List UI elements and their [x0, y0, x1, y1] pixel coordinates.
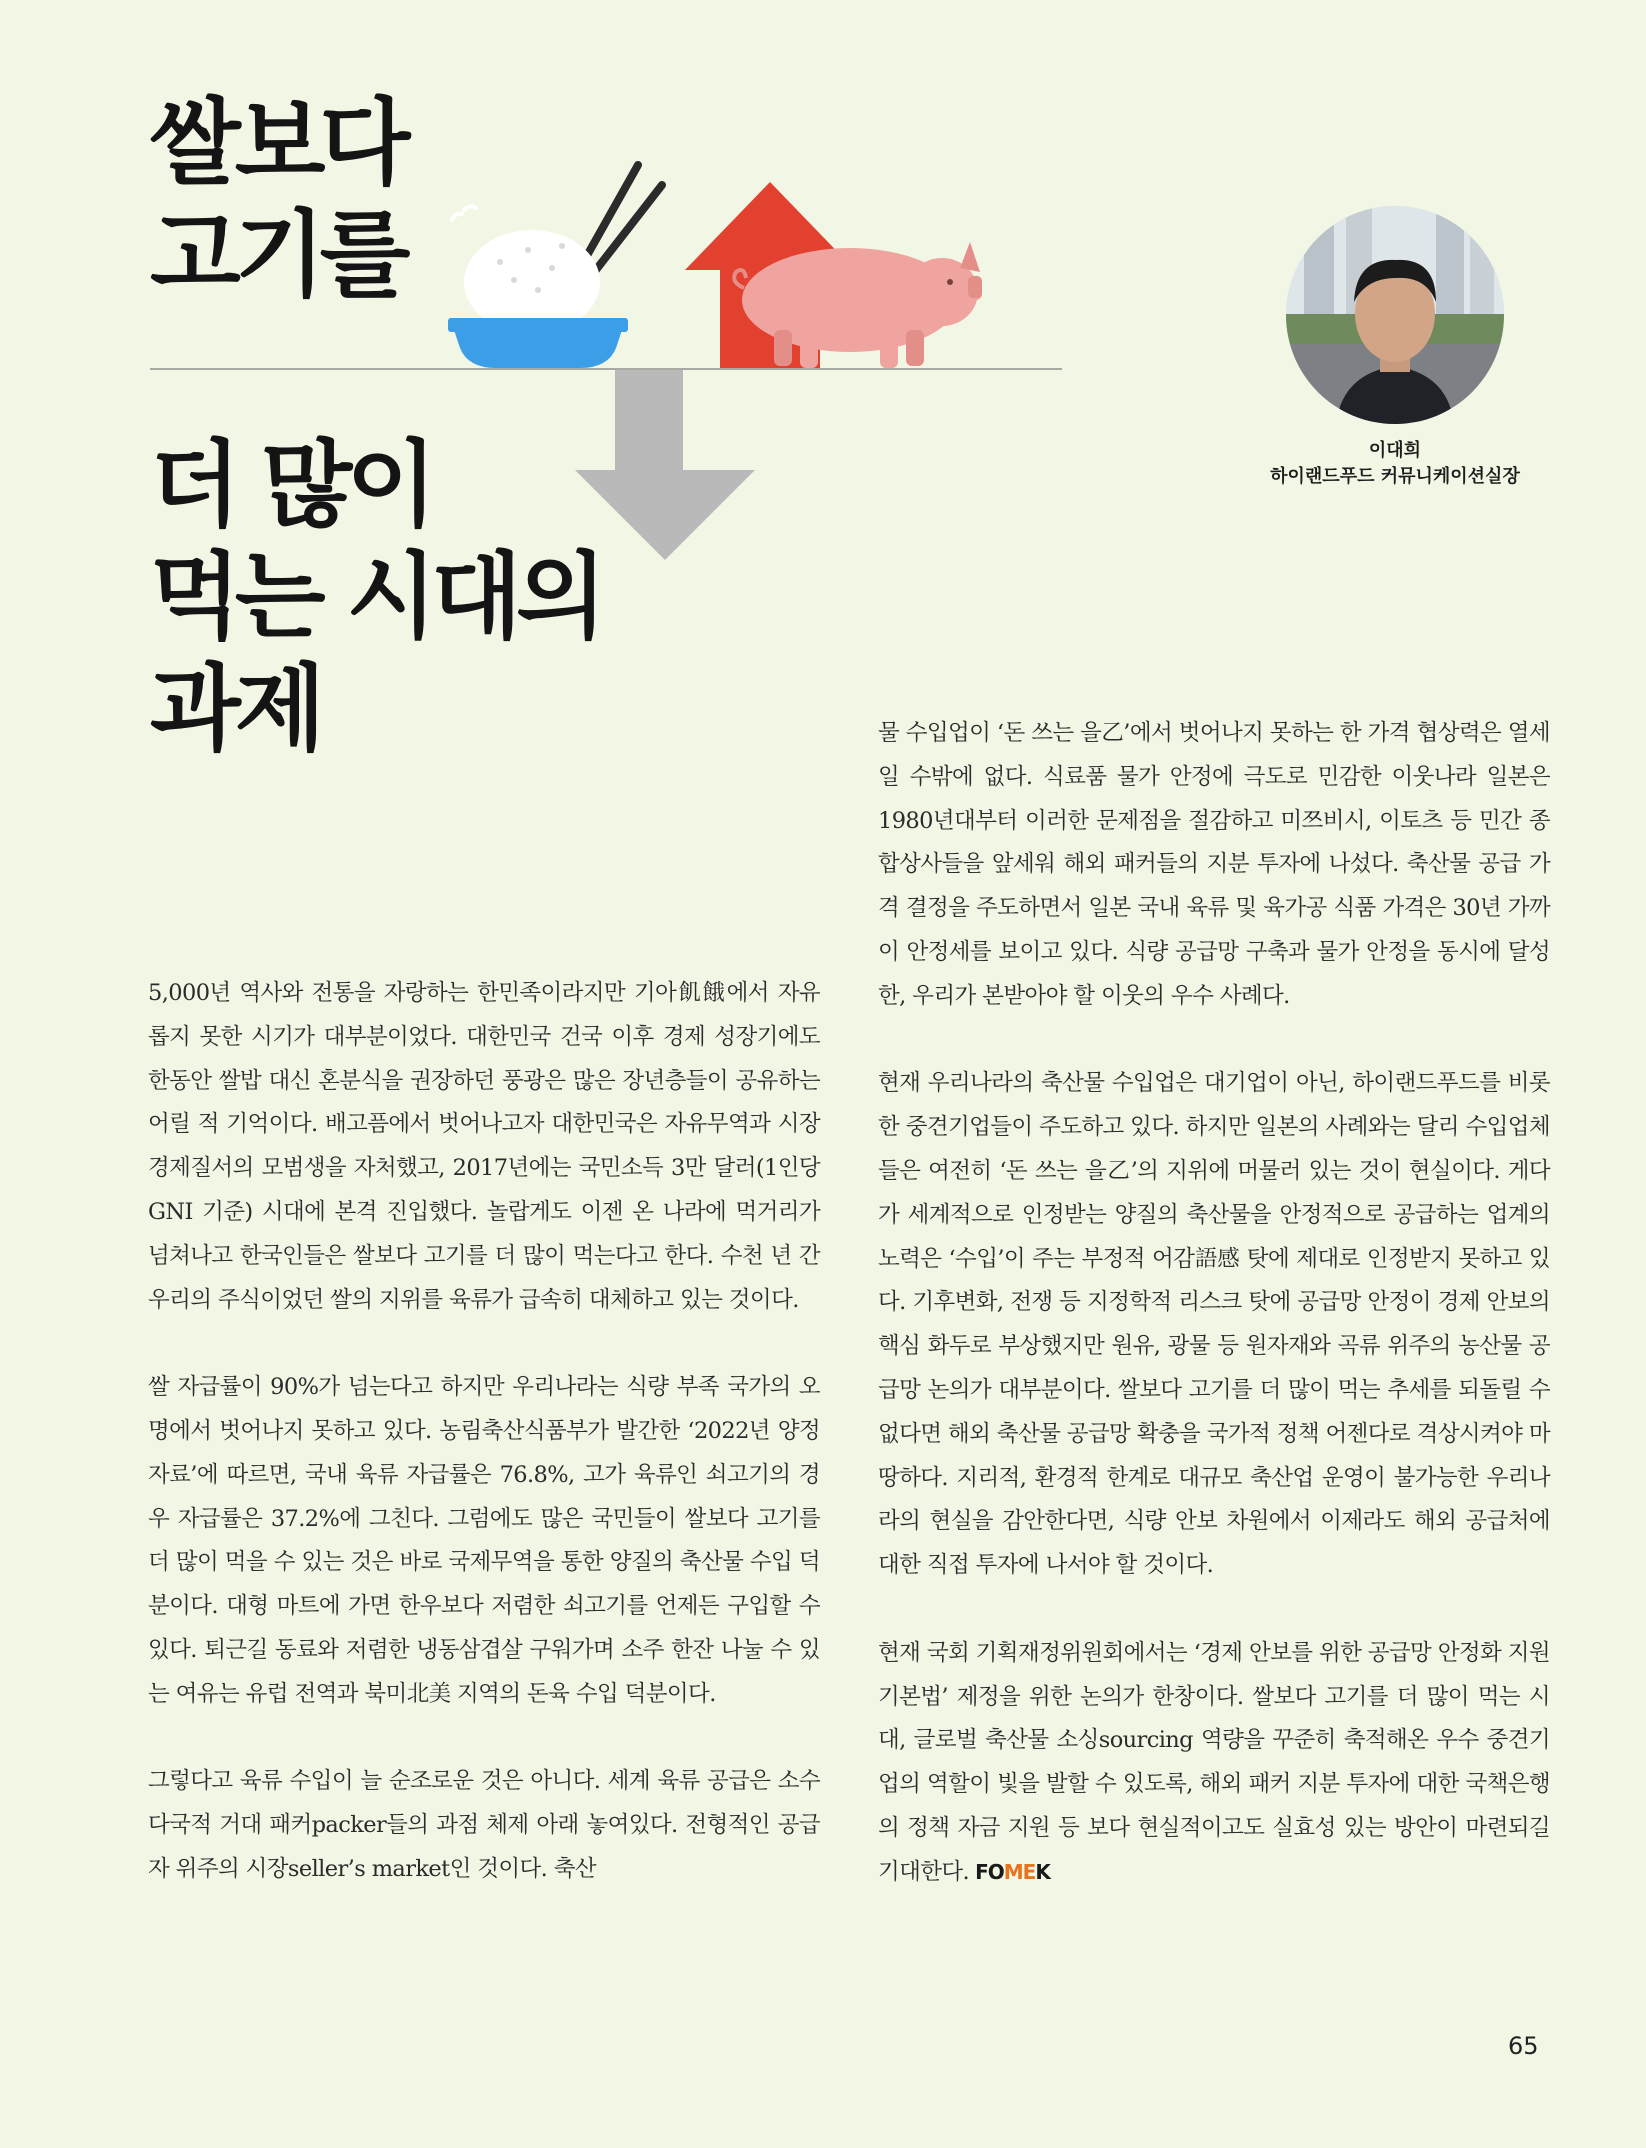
headline-illustration — [440, 150, 1080, 570]
author-name: 이대희 — [1368, 440, 1422, 461]
headline-top — [150, 88, 404, 312]
author-portrait — [1286, 206, 1504, 424]
logo-part: ME — [1003, 1859, 1036, 1884]
article-paragraph: 쌀 자급률이 90%가 넘는다고 하지만 우리나라는 식량 부족 국가의 오명에서 벗어나지 못하고 있다. 농림축산식품부가 발간한 ‘2022년 양정자료’에 따르면, 국내 육류 자급률은 76.8%, 고가 육류인 쇠고기의 경우 자급률은 37.2%에 그친다. 그럼에도 많은 국민들이 쌀보다 고기를 더 많이 먹을 수 있는 것은 바로 국제무역을 통한 양질의 축산물 수입 덕분이다. 대형 마트에 가면 한우보다 저렴한 쇠고기를 언제든 구입할 수 있다. 퇴근길 동료와 저렴한 냉동삼겹살 구워가며 소주 한잔 나눌 수 있는 여유는 유럽 전역과 북미北美 지역의 돈육 수입 덕분이다. — [148, 1374, 820, 1707]
page-number: 65 — [1508, 2032, 1539, 2060]
article-column-left — [148, 972, 820, 1892]
logo-part: FO — [975, 1859, 1004, 1884]
author-caption — [1200, 438, 1590, 490]
article-paragraph: 5,000년 역사와 전통을 자랑하는 한민족이라지만 기아飢餓에서 자유롭지 못한 시기가 대부분이었다. 대한민국 건국 이후 경제 성장기에도 한동안 쌀밥 대신 혼분식을 권장하던 풍광은 많은 장년층들이 공유하는 어릴 적 기억이다. 배고픔에서 벗어나고자 대한민국은 자유무역과 시장경제질서의 모범생을 자처했고, 2017년에는 국민소득 3만 달러(1인당 GNI 기준) 시대에 본격 진입했다. 놀랍게도 이젠 온 나라에 먹거리가 넘쳐나고 한국인들은 쌀보다 고기를 더 많이 먹는다고 한다. 수천 년 간 우리의 주식이었던 쌀의 지위를 육류가 급속히 대체하고 있는 것이다. — [148, 980, 820, 1313]
article-paragraph: 현재 우리나라의 축산물 수입업은 대기업이 아닌, 하이랜드푸드를 비롯한 중견기업들이 주도하고 있다. 하지만 일본의 사례와는 달리 수입업체들은 여전히 ‘돈 쓰는 을乙’의 지위에 머물러 있는 것이 현실이다. 게다가 세계적으로 인정받는 양질의 축산물을 안정적으로 공급하는 업계의 노력은 ‘수입’이 주는 부정적 어감語感 탓에 제대로 인정받지 못하고 있다. 기후변화, 전쟁 등 지정학적 리스크 탓에 공급망 안정이 경제 안보의 핵심 화두로 부상했지만 원유, 광물 등 원자재와 곡류 위주의 농산물 공급망 논의가 대부분이다. 쌀보다 고기를 더 많이 먹는 추세를 되돌릴 수 없다면 해외 축산물 공급망 확충을 국가적 정책 어젠다로 격상시켜야 마땅하다. 지리적, 환경적 한계로 대규모 축산업 운영이 불가능한 우리나라의 현실을 감안한다면, 식량 안보 차원에서 이제라도 해외 공급처에 대한 직접 투자에 나서야 할 것이다. — [878, 1070, 1550, 1579]
article-paragraph-last — [878, 1632, 1550, 1895]
article-column-right — [878, 712, 1550, 1895]
headline-line: 쌀보다 — [150, 89, 405, 198]
author-title: 하이랜드푸드 커뮤니케이션실장 — [1270, 466, 1520, 487]
down-arrow-icon — [575, 370, 755, 560]
article-paragraph: 그렇다고 육류 수입이 늘 순조로운 것은 아니다. 세계 육류 공급은 소수 다국적 거대 패커packer들의 과점 체제 아래 놓여있다. 전형적인 공급자 위주의 시장seller’s market인 것이다. 축산 — [148, 1768, 820, 1882]
headline-line: 과제 — [150, 655, 320, 764]
headline-line: 고기를 — [150, 201, 405, 310]
avatar — [1286, 206, 1504, 424]
logo-part: K — [1035, 1859, 1050, 1884]
article-paragraph-text: 현재 국회 기획재정위원회에서는 ‘경제 안보를 위한 공급망 안정화 지원 기본법’ 제정을 위한 논의가 한창이다. 쌀보다 고기를 더 많이 먹는 시대, 글로벌 축산물 소싱sourcing 역량을 꾸준히 축적해온 우수 중견기업의 역할이 빛을 발할 수 있도록, 해외 패커 지분 투자에 대한 국책은행의 정책 자금 지원 등 보다 현실적이고도 실효성 있는 방안이 마련되길 기대한다. — [878, 1639, 1550, 1885]
article-paragraph: 물 수입업이 ‘돈 쓰는 을乙’에서 벗어나지 못하는 한 가격 협상력은 열세일 수밖에 없다. 식료품 물가 안정에 극도로 민감한 이웃나라 일본은 1980년대부터 이러한 문제점을 절감하고 미쯔비시, 이토츠 등 민간 종합상사들을 앞세워 해외 패커들의 지분 투자에 나섰다. 축산물 공급 가격 결정을 주도하면서 일본 국내 육류 및 육가공 식품 가격은 30년 가까이 안정세를 보이고 있다. 식량 공급망 구축과 물가 안정을 동시에 달성한, 우리가 본받아야 할 이웃의 우수 사례다. — [878, 720, 1550, 1009]
headline-line: 더 많이 — [150, 431, 432, 540]
magazine-logo — [975, 1851, 1050, 1895]
headline-line: 먹는 시대의 — [150, 543, 601, 652]
